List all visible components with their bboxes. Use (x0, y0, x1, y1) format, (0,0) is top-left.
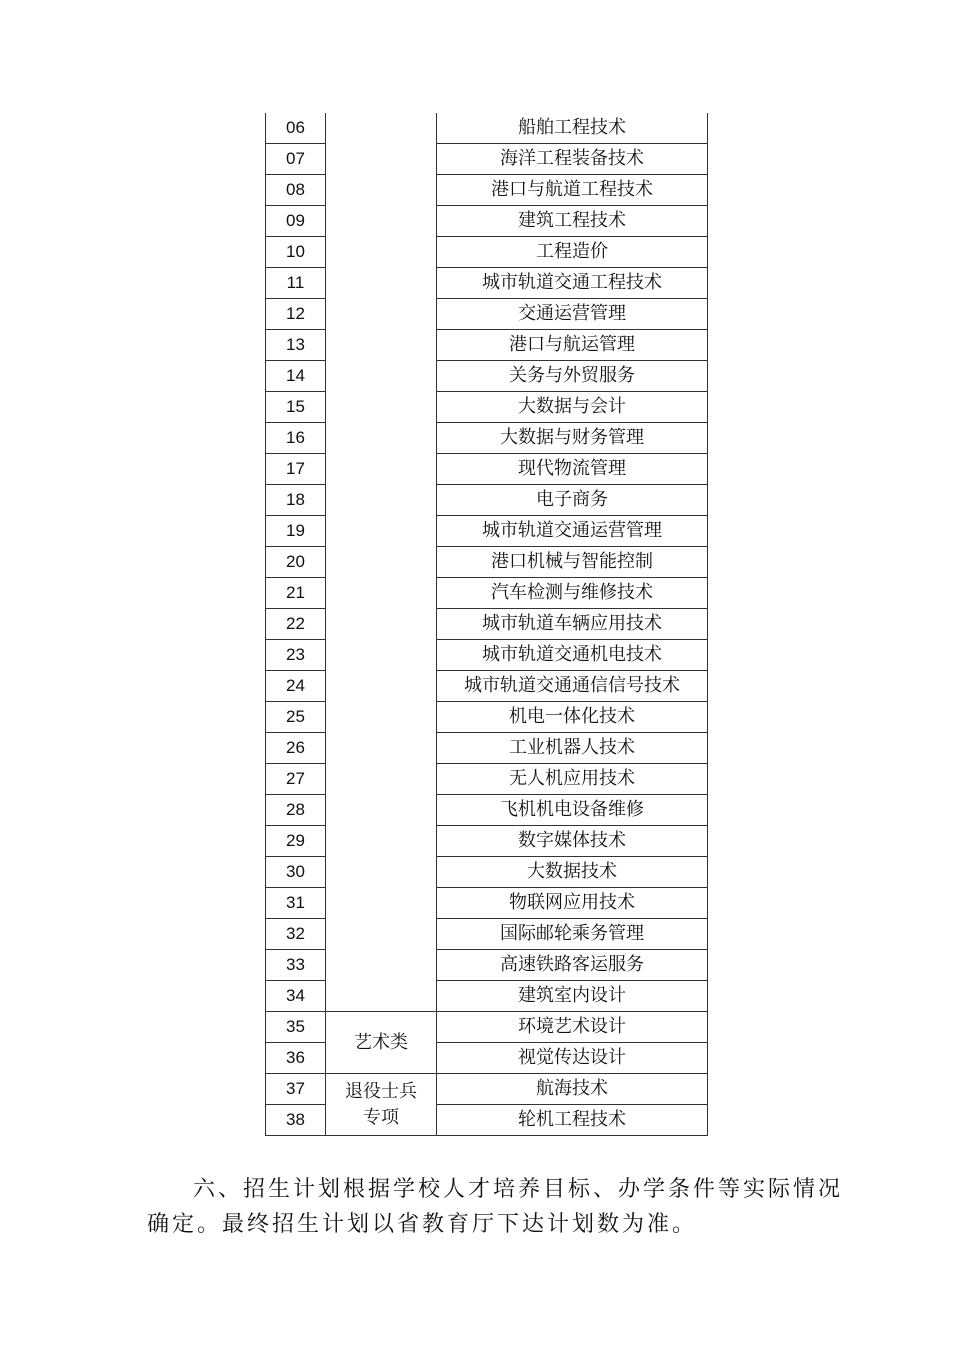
major-name: 航海技术 (437, 1074, 708, 1105)
major-name: 城市轨道车辆应用技术 (437, 609, 708, 640)
major-name: 大数据技术 (437, 857, 708, 888)
major-name: 机电一体化技术 (437, 702, 708, 733)
row-number: 23 (266, 640, 326, 671)
row-number: 09 (266, 206, 326, 237)
major-name: 工程造价 (437, 237, 708, 268)
row-number: 25 (266, 702, 326, 733)
major-name: 关务与外贸服务 (437, 361, 708, 392)
category-veteran-line2: 专项 (363, 1106, 399, 1128)
major-name: 大数据与财务管理 (437, 423, 708, 454)
row-number: 06 (266, 113, 326, 144)
major-name: 环境艺术设计 (437, 1012, 708, 1043)
major-table-body (266, 113, 708, 1136)
major-name: 建筑工程技术 (437, 206, 708, 237)
major-name: 飞机机电设备维修 (437, 795, 708, 826)
major-name: 港口机械与智能控制 (437, 547, 708, 578)
row-number: 27 (266, 764, 326, 795)
row-number: 38 (266, 1105, 326, 1136)
major-name: 物联网应用技术 (437, 888, 708, 919)
row-number: 16 (266, 423, 326, 454)
major-name: 视觉传达设计 (437, 1043, 708, 1074)
major-name: 工业机器人技术 (437, 733, 708, 764)
major-name: 轮机工程技术 (437, 1105, 708, 1136)
row-number: 21 (266, 578, 326, 609)
row-number: 26 (266, 733, 326, 764)
major-name: 城市轨道交通工程技术 (437, 268, 708, 299)
table-row (266, 1074, 708, 1105)
major-name: 汽车检测与维修技术 (437, 578, 708, 609)
major-name: 交通运营管理 (437, 299, 708, 330)
major-name: 港口与航运管理 (437, 330, 708, 361)
major-name: 数字媒体技术 (437, 826, 708, 857)
major-name: 大数据与会计 (437, 392, 708, 423)
major-name: 船舶工程技术 (437, 113, 708, 144)
row-number: 33 (266, 950, 326, 981)
row-number: 19 (266, 516, 326, 547)
row-number: 17 (266, 454, 326, 485)
major-name: 无人机应用技术 (437, 764, 708, 795)
row-number: 37 (266, 1074, 326, 1105)
major-name: 城市轨道交通通信信号技术 (437, 671, 708, 702)
row-number: 11 (266, 268, 326, 299)
table-row (266, 113, 708, 144)
row-number: 36 (266, 1043, 326, 1074)
row-number: 32 (266, 919, 326, 950)
major-name: 港口与航道工程技术 (437, 175, 708, 206)
major-name: 城市轨道交通运营管理 (437, 516, 708, 547)
category-cell-veteran (326, 1074, 437, 1136)
paragraph-line-2: 确定。最终招生计划以省教育厅下达计划数为准。 (147, 1212, 698, 1237)
major-name: 高速铁路客运服务 (437, 950, 708, 981)
row-number: 14 (266, 361, 326, 392)
row-number: 07 (266, 144, 326, 175)
major-name: 现代物流管理 (437, 454, 708, 485)
row-number: 24 (266, 671, 326, 702)
paragraph-line-1: 六、招生计划根据学校人才培养目标、办学条件等实际情况 (193, 1177, 844, 1202)
row-number: 18 (266, 485, 326, 516)
row-number: 10 (266, 237, 326, 268)
row-number: 20 (266, 547, 326, 578)
major-name: 海洋工程装备技术 (437, 144, 708, 175)
row-number: 08 (266, 175, 326, 206)
major-name: 建筑室内设计 (437, 981, 708, 1012)
category-cell-general (326, 113, 437, 1012)
row-number: 13 (266, 330, 326, 361)
row-number: 30 (266, 857, 326, 888)
row-number: 35 (266, 1012, 326, 1043)
row-number: 22 (266, 609, 326, 640)
major-name: 国际邮轮乘务管理 (437, 919, 708, 950)
major-name: 城市轨道交通机电技术 (437, 640, 708, 671)
row-number: 28 (266, 795, 326, 826)
row-number: 31 (266, 888, 326, 919)
row-number: 29 (266, 826, 326, 857)
major-name: 电子商务 (437, 485, 708, 516)
table-row (266, 1012, 708, 1043)
row-number: 15 (266, 392, 326, 423)
major-table (265, 113, 708, 1136)
row-number: 34 (266, 981, 326, 1012)
row-number: 12 (266, 299, 326, 330)
category-veteran-line1: 退役士兵 (345, 1080, 417, 1102)
category-cell-art: 艺术类 (326, 1012, 437, 1074)
